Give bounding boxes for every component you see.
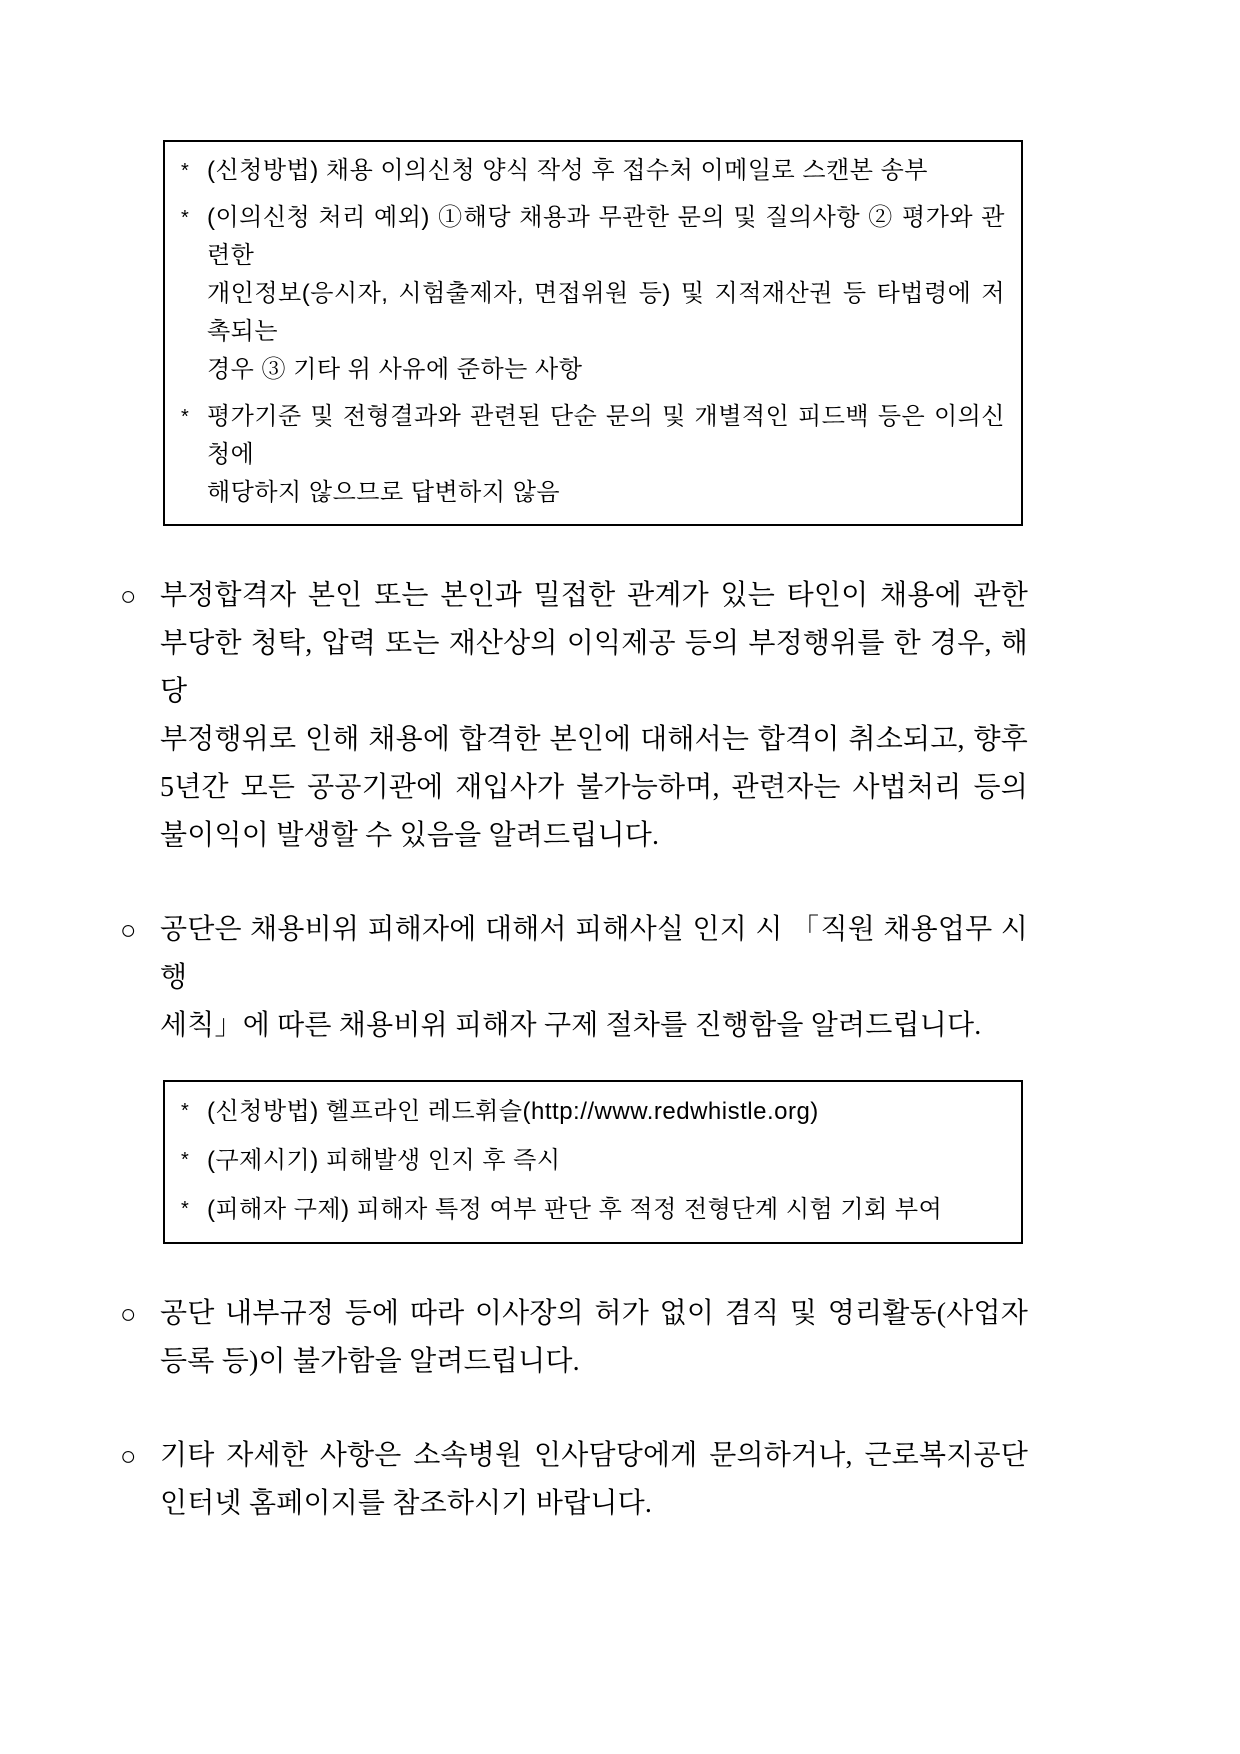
bullet-text [160,906,1028,1050]
note-line: 평가기준 및 전형결과와 관련된 단순 문의 및 개별적인 피드백 등은 이의신청에 [207,403,1005,468]
note-line: 해당하지 않으므로 답변하지 않음 [207,479,561,506]
note-line: 개인정보(응시자, 시험출제자, 면접위원 등) 및 지적재산권 등 타법령에 저촉되는 [207,280,1005,345]
asterisk-marker: * [181,207,190,229]
asterisk-marker: * [181,160,190,182]
asterisk-marker: * [181,1149,190,1171]
bullet-line: 5년간 모든 공공기관에 재입사가 불가능하며, 관련자는 사법처리 등의 [160,772,1028,803]
bullet-paragraph-inquiries [120,1432,1028,1528]
note-line: (구제시기) 피해발생 인지 후 즉시 [207,1147,561,1174]
circle-bullet-marker: ○ [120,1441,137,1471]
bullet-text [160,572,1028,860]
asterisk-marker: * [181,1100,190,1122]
note-item-text [207,1141,1005,1181]
note-item [181,1190,1005,1230]
circle-bullet-marker: ○ [120,915,137,945]
bullet-line: 세칙」에 따른 채용비위 피해자 구제 절차를 진행함을 알려드립니다. [160,1010,982,1041]
bullet-paragraph-fraud-penalty [120,572,1028,860]
note-item-text [207,398,1005,512]
note-item-text [207,1092,1005,1132]
note-line: (피해자 구제) 피해자 특정 여부 판단 후 적정 전형단계 시험 기회 부여 [207,1196,943,1223]
note-item-text [207,152,1005,190]
note-item [181,398,1005,512]
bullet-line: 등록 등)이 불가함을 알려드립니다. [160,1346,580,1377]
note-item [181,1092,1005,1132]
note-line: 경우 ③ 기타 위 사유에 준하는 사항 [207,356,583,383]
bullet-line: 공단은 채용비위 피해자에 대해서 피해사실 인지 시 「직원 채용업무 시행 [160,914,1028,993]
note-item [181,199,1005,389]
note-item-text [207,199,1005,389]
objection-note-box [163,140,1023,526]
circle-bullet-marker: ○ [120,581,137,611]
note-line: (신청방법) 채용 이의신청 양식 작성 후 접수처 이메일로 스캔본 송부 [207,157,928,184]
note-item-text [207,1190,1005,1230]
page-content [120,140,1028,1528]
bullet-line: 부정합격자 본인 또는 본인과 밀접한 관계가 있는 타인이 채용에 관한 [160,580,1028,611]
bullet-text [160,1290,1028,1386]
bullet-line: 인터넷 홈페이지를 참조하시기 바랍니다. [160,1488,653,1519]
bullet-paragraph-side-job [120,1290,1028,1386]
note-line: (이의신청 처리 예외) ①해당 채용과 무관한 문의 및 질의사항 ② 평가와 관련한 [207,204,1005,269]
note-item [181,1141,1005,1181]
bullet-line: 공단 내부규정 등에 따라 이사장의 허가 없이 겸직 및 영리활동(사업자 [160,1298,1028,1329]
bullet-text [160,1432,1028,1528]
asterisk-marker: * [181,406,190,428]
bullet-line: 부당한 청탁, 압력 또는 재산상의 이익제공 등의 부정행위를 한 경우, 해당 [160,628,1028,707]
asterisk-marker: * [181,1198,190,1220]
bullet-line: 불이익이 발생할 수 있음을 알려드립니다. [160,820,660,851]
bullet-paragraph-victim-remedy [120,906,1028,1050]
bullet-line: 기타 자세한 사항은 소속병원 인사담당에게 문의하거나, 근로복지공단 [160,1440,1028,1471]
note-line: (신청방법) 헬프라인 레드휘슬(http://www.redwhistle.org) [207,1098,819,1125]
remedy-note-box [163,1080,1023,1244]
circle-bullet-marker: ○ [120,1299,137,1329]
note-item [181,152,1005,190]
bullet-line: 부정행위로 인해 채용에 합격한 본인에 대해서는 합격이 취소되고, 향후 [160,724,1028,755]
